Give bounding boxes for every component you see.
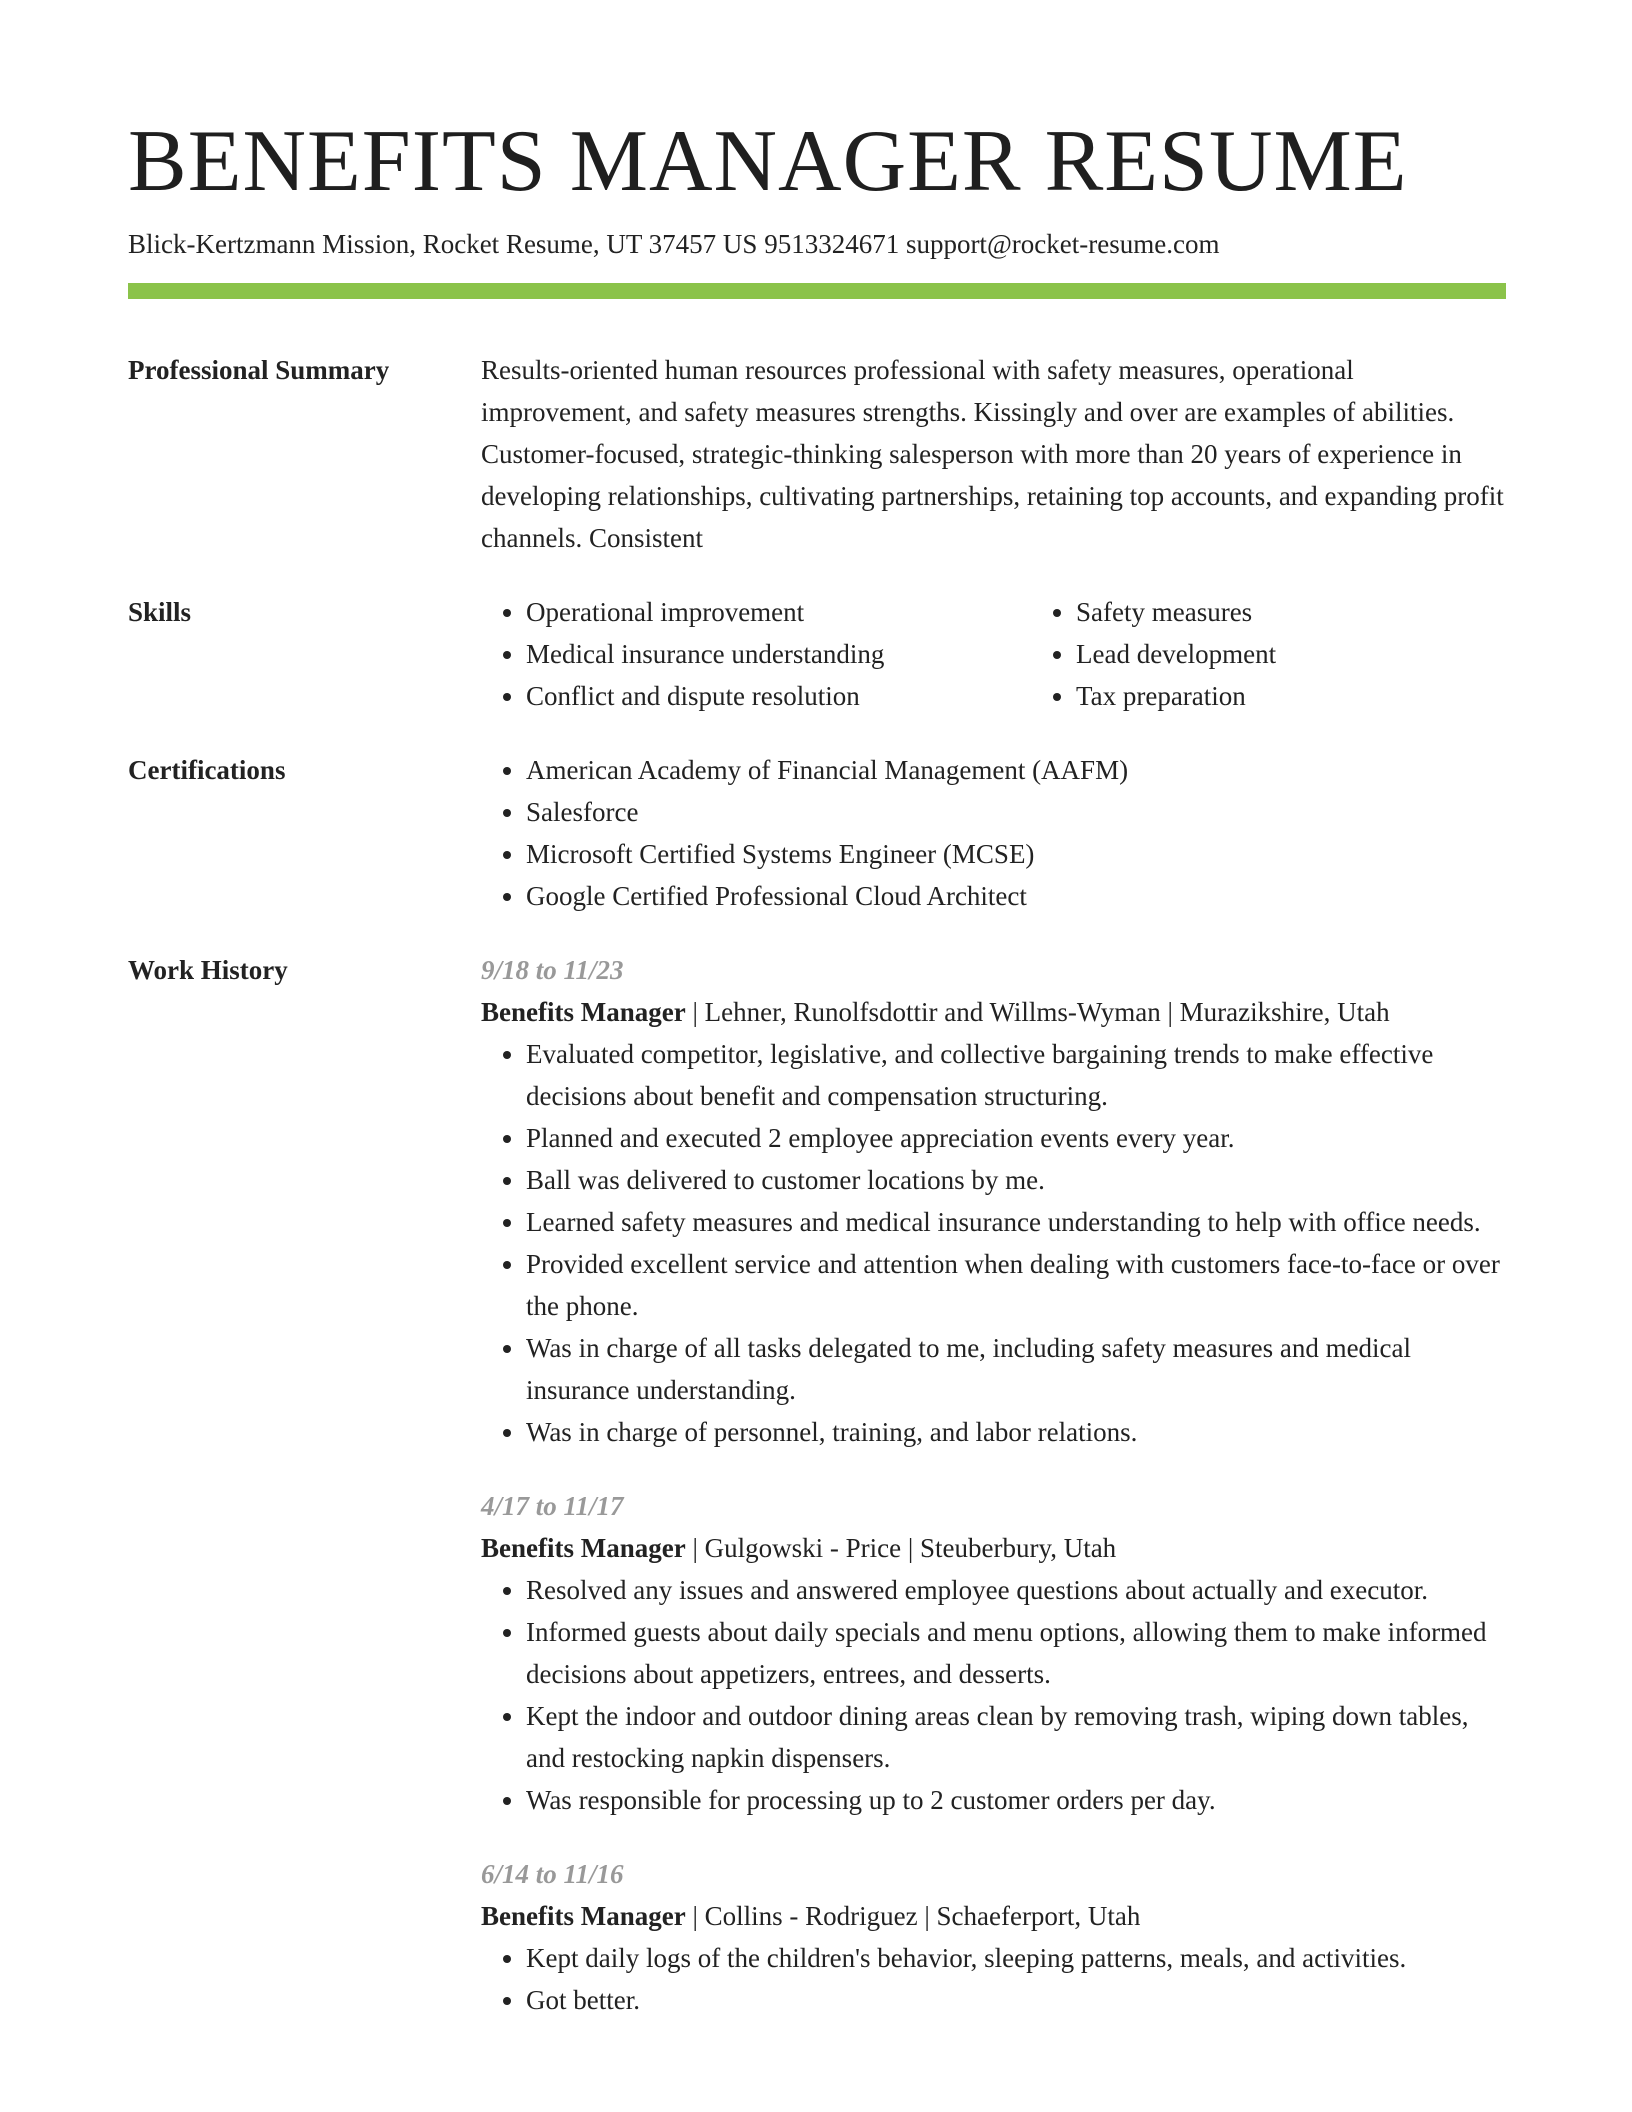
job-bullet: • Was in charge of personnel, training, and labor relations. bbox=[526, 1411, 1506, 1453]
header-divider bbox=[128, 283, 1506, 299]
job-heading bbox=[481, 1527, 1506, 1569]
skill-item: • Conflict and dispute resolution bbox=[526, 675, 1031, 717]
job-entry bbox=[481, 1853, 1506, 2021]
job-entry bbox=[481, 1485, 1506, 1821]
skill-item: • Medical insurance understanding bbox=[526, 633, 1031, 675]
skills-body bbox=[481, 591, 1576, 717]
job-bullet: • Got better. bbox=[526, 1979, 1506, 2021]
skill-item: • Tax preparation bbox=[1076, 675, 1576, 717]
job-bullets bbox=[481, 1033, 1506, 1453]
job-bullets bbox=[481, 1937, 1506, 2021]
summary-text: Results-oriented human resources professional with safety measures, operational improvement, and safety measures strengths. Kissingly and over are examples of abilities. Customer-focused, strategic-thinking salesperson with more than 20 years of experience in developing relationships, cultivating partnerships, retaining top accounts, and expanding profit channels. Consistent bbox=[481, 355, 1504, 554]
work-history-section bbox=[128, 949, 1506, 2021]
section-label-skills: Skills bbox=[128, 597, 192, 628]
job-bullet: • Planned and executed 2 employee appreciation events every year. bbox=[526, 1117, 1506, 1159]
work-history-body bbox=[481, 949, 1506, 2021]
job-bullet: • Was responsible for processing up to 2 customer orders per day. bbox=[526, 1779, 1506, 1821]
skills-column-2 bbox=[1031, 591, 1576, 717]
certifications-body bbox=[481, 749, 1506, 917]
section-label-certifications: Certifications bbox=[128, 755, 286, 786]
job-bullet: • Provided excellent service and attention when dealing with customers face-to-face or over the phone. bbox=[526, 1243, 1506, 1327]
job-title: Benefits Manager bbox=[481, 1901, 686, 1932]
job-heading bbox=[481, 991, 1506, 1033]
certification-item: • Microsoft Certified Systems Engineer (MCSE) bbox=[526, 833, 1506, 875]
job-bullet: • Learned safety measures and medical insurance understanding to help with office needs. bbox=[526, 1201, 1506, 1243]
skills-column-1 bbox=[481, 591, 1031, 717]
job-bullet: • Informed guests about daily specials and menu options, allowing them to make informed decisions about appetizers, entrees, and desserts. bbox=[526, 1611, 1506, 1695]
job-dates: 4/17 to 11/17 bbox=[481, 1491, 624, 1522]
job-bullet: • Resolved any issues and answered employee questions about actually and executor. bbox=[526, 1569, 1506, 1611]
job-details: | Collins - Rodriguez | Schaeferport, Utah bbox=[685, 1901, 1141, 1932]
skill-item: • Lead development bbox=[1076, 633, 1576, 675]
job-bullet: • Was in charge of all tasks delegated to me, including safety measures and medical insurance understanding. bbox=[526, 1327, 1506, 1411]
resume-title: BENEFITS MANAGER RESUME bbox=[128, 113, 1408, 210]
job-dates: 6/14 to 11/16 bbox=[481, 1859, 624, 1890]
skill-item: • Safety measures bbox=[1076, 591, 1576, 633]
summary-section bbox=[128, 349, 1506, 559]
job-bullet: • Kept daily logs of the children's behavior, sleeping patterns, meals, and activities. bbox=[526, 1937, 1506, 1979]
job-bullet: • Kept the indoor and outdoor dining areas clean by removing trash, wiping down tables, and restocking napkin dispensers. bbox=[526, 1695, 1506, 1779]
certification-item: • Salesforce bbox=[526, 791, 1506, 833]
section-label-work-history: Work History bbox=[128, 955, 288, 986]
contact-line: Blick-Kertzmann Mission, Rocket Resume, UT 37457 US 9513324671 support@rocket-resume.com bbox=[128, 229, 1220, 259]
job-details: | Gulgowski - Price | Steuberbury, Utah bbox=[685, 1533, 1117, 1564]
skills-section bbox=[128, 591, 1506, 717]
job-title: Benefits Manager bbox=[481, 1533, 686, 1564]
job-entry bbox=[481, 949, 1506, 1453]
job-bullets bbox=[481, 1569, 1506, 1821]
certifications-list bbox=[481, 749, 1506, 917]
section-label-summary: Professional Summary bbox=[128, 355, 390, 386]
certification-item: • Google Certified Professional Cloud Architect bbox=[526, 875, 1506, 917]
job-title: Benefits Manager bbox=[481, 997, 686, 1028]
skill-item: • Operational improvement bbox=[526, 591, 1031, 633]
skills-grid bbox=[481, 591, 1576, 717]
job-bullet: • Ball was delivered to customer locations by me. bbox=[526, 1159, 1506, 1201]
resume-page bbox=[128, 113, 1506, 2021]
certifications-section bbox=[128, 749, 1506, 917]
job-bullet: • Evaluated competitor, legislative, and collective bargaining trends to make effective decisions about benefit and compensation structuring. bbox=[526, 1033, 1506, 1117]
job-details: | Lehner, Runolfsdottir and Willms-Wyman | Murazikshire, Utah bbox=[685, 997, 1390, 1028]
job-dates: 9/18 to 11/23 bbox=[481, 955, 624, 986]
job-heading bbox=[481, 1895, 1506, 1937]
certification-item: • American Academy of Financial Management (AAFM) bbox=[526, 749, 1506, 791]
